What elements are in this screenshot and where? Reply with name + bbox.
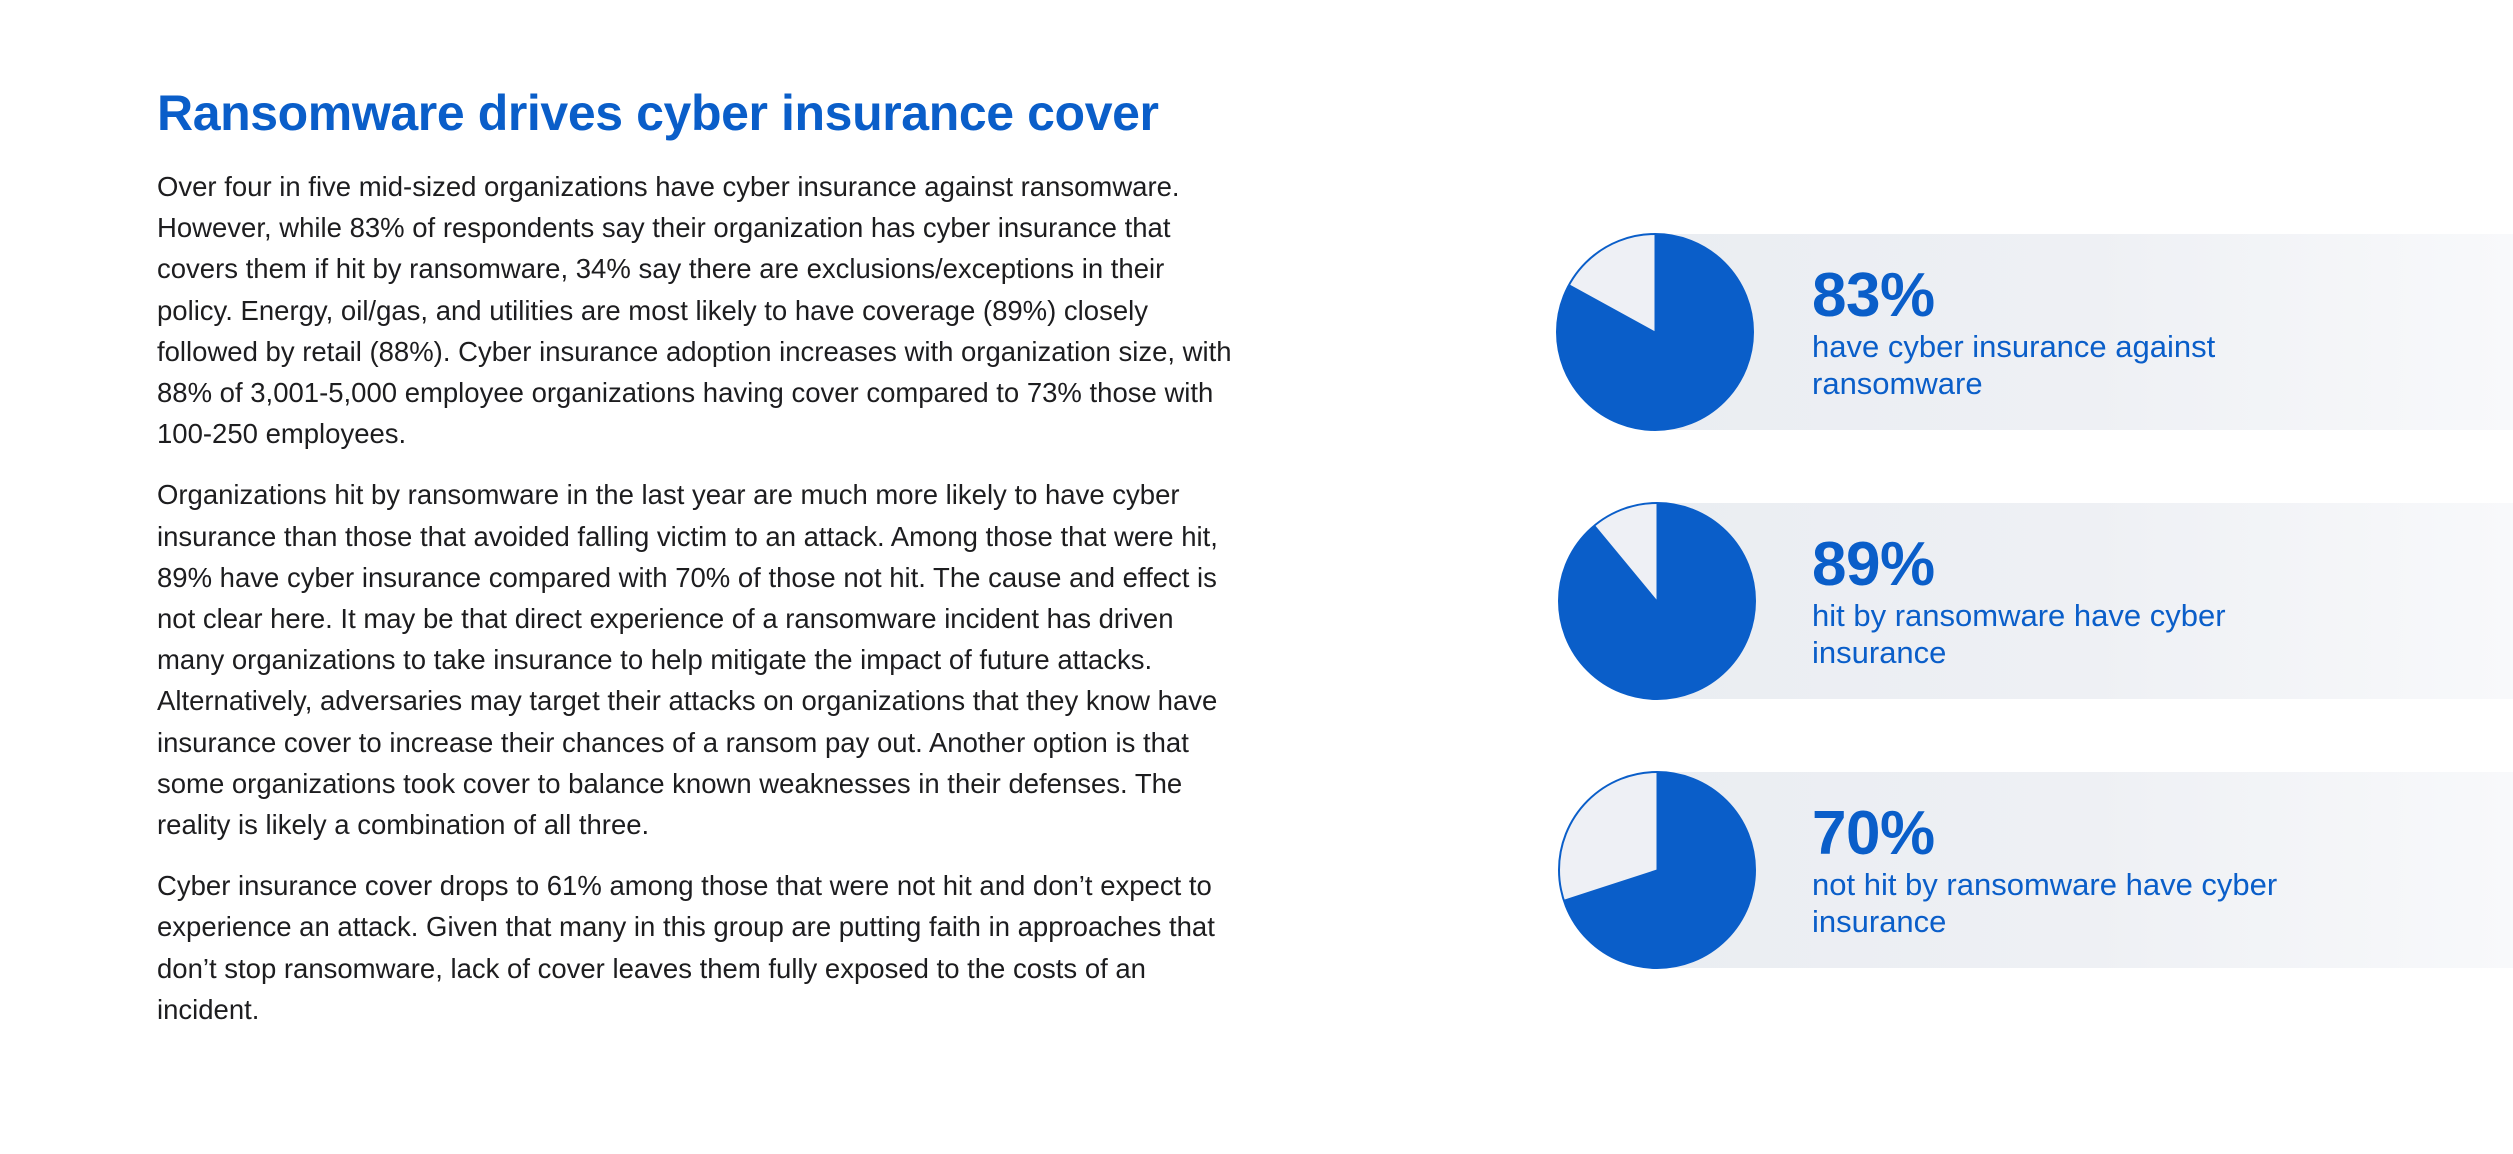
body-paragraph-1: Over four in five mid-sized organizations have cyber insurance against ransomware. However, while 83% of respondents say their organization has cyber insurance that covers them if hit by ransomware, 34% say there are exclusions/exceptions in their policy. Energy, oil/gas, and utilities are most likely to have coverage (89%) closely followed by retail (88%). Cyber insurance adoption increases with organization size, with 88% of 3,001-5,000 employee organizations having cover compared to 73% those with 100-250 employees. xyxy=(157,171,1232,450)
stat-label: hit by ransomware have cyber insurance xyxy=(1812,598,2226,670)
pie-slice-hit xyxy=(1559,503,1755,699)
page-title: Ransomware drives cyber insurance cover xyxy=(157,85,1159,141)
stat-value: 83% xyxy=(1812,261,1935,330)
body-paragraph-3: Cyber insurance cover drops to 61% among those that were not hit and don’t expect to experience an attack. Given that many in this group are putting faith in approaches that don’t stop ransomware, lack of cover leaves them fully exposed to the costs of an incident. xyxy=(157,870,1215,1025)
stat-card-not-hit xyxy=(1555,772,2513,972)
body-paragraph-2: Organizations hit by ransomware in the last year are much more likely to have cyber insurance than those that avoided falling victim to an attack. Among those that were hit, 89% have cyber insurance compared with 70% of those not hit. The cause and effect is not clear here. It may be that direct experience of a ransomware incident has driven many organizations to take insurance to help mitigate the impact of future attacks. Alternatively, adversaries may target their attacks on organizations that they know have insurance cover to increase their chances of a ransom pay out. Another option is that some organizations took cover to balance known weaknesses in their defenses. The reality is likely a combination of all three. xyxy=(157,479,1218,841)
article-section xyxy=(157,82,1247,1050)
stat-value: 70% xyxy=(1812,799,1935,868)
pie-chart-insured xyxy=(1555,232,1755,432)
stat-card-insured xyxy=(1555,234,2513,434)
stat-value: 89% xyxy=(1812,530,1935,599)
stat-label: have cyber insurance against ransomware xyxy=(1812,329,2216,401)
pie-chart-not-hit xyxy=(1557,770,1757,970)
stat-card-hit xyxy=(1555,503,2513,703)
stat-label: not hit by ransomware have cyber insurance xyxy=(1812,867,2278,939)
pie-chart-hit xyxy=(1557,501,1757,701)
